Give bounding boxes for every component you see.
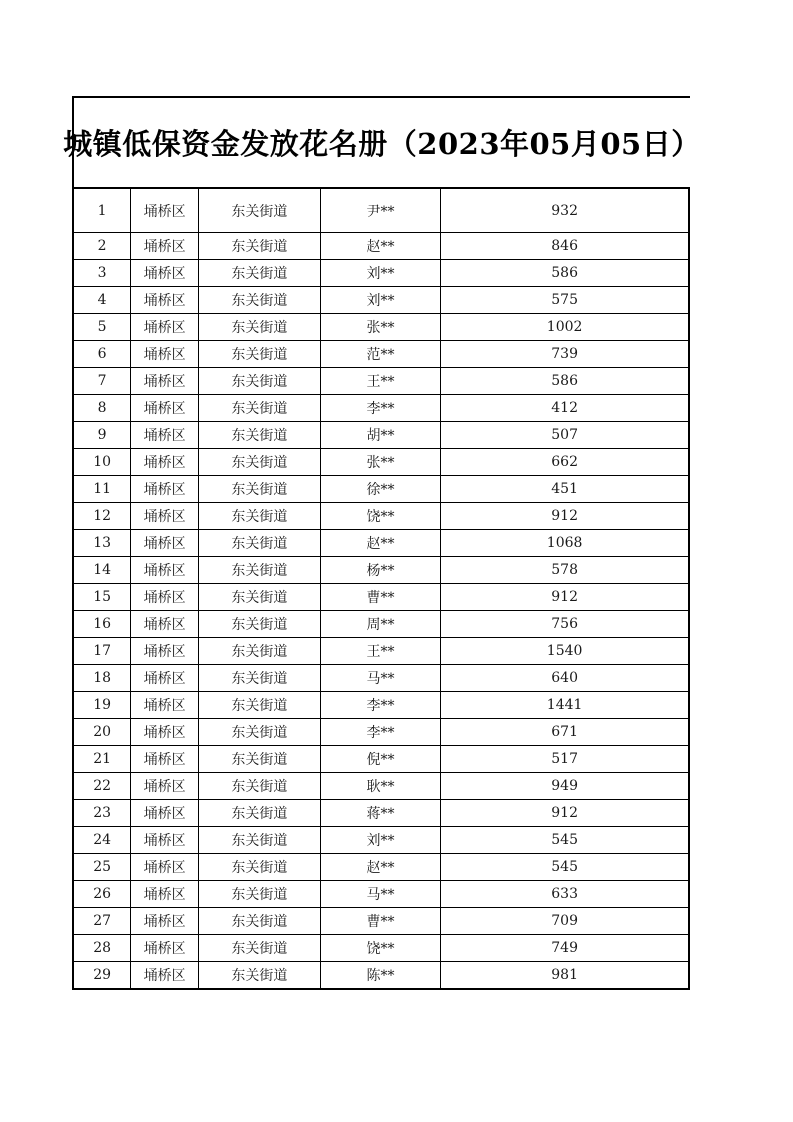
row-index-cell: 2 [73,233,131,260]
row-index-cell: 22 [73,773,131,800]
amount-cell: 545 [441,827,689,854]
row-index-cell: 21 [73,746,131,773]
table-row [73,773,689,800]
amount-cell: 981 [441,962,689,990]
street-cell: 东关街道 [199,341,321,368]
table-row [73,287,689,314]
street-cell: 东关街道 [199,395,321,422]
table-row [73,422,689,449]
row-index-cell: 9 [73,422,131,449]
row-index-cell: 1 [73,188,131,233]
amount-cell: 1068 [441,530,689,557]
table-row [73,800,689,827]
name-cell: 马** [320,881,441,908]
street-cell: 东关街道 [199,908,321,935]
row-index-cell: 26 [73,881,131,908]
roster-table [72,187,690,990]
table-row [73,935,689,962]
row-index-cell: 20 [73,719,131,746]
district-cell: 埇桥区 [131,422,199,449]
row-index-cell: 16 [73,611,131,638]
street-cell: 东关街道 [199,935,321,962]
street-cell: 东关街道 [199,746,321,773]
table-row [73,314,689,341]
district-cell: 埇桥区 [131,584,199,611]
name-cell: 曹** [320,908,441,935]
row-index-cell: 17 [73,638,131,665]
table-row [73,341,689,368]
table-row [73,584,689,611]
name-cell: 刘** [320,827,441,854]
amount-cell: 578 [441,557,689,584]
street-cell: 东关街道 [199,854,321,881]
name-cell: 饶** [320,503,441,530]
amount-cell: 507 [441,422,689,449]
name-cell: 张** [320,449,441,476]
amount-cell: 1540 [441,638,689,665]
district-cell: 埇桥区 [131,530,199,557]
street-cell: 东关街道 [199,611,321,638]
district-cell: 埇桥区 [131,557,199,584]
street-cell: 东关街道 [199,557,321,584]
district-cell: 埇桥区 [131,881,199,908]
amount-cell: 1002 [441,314,689,341]
row-index-cell: 6 [73,341,131,368]
district-cell: 埇桥区 [131,395,199,422]
table-row [73,908,689,935]
street-cell: 东关街道 [199,260,321,287]
name-cell: 李** [320,719,441,746]
street-cell: 东关街道 [199,287,321,314]
amount-cell: 912 [441,503,689,530]
table-row [73,638,689,665]
amount-cell: 671 [441,719,689,746]
street-cell: 东关街道 [199,368,321,395]
row-index-cell: 8 [73,395,131,422]
amount-cell: 739 [441,341,689,368]
district-cell: 埇桥区 [131,188,199,233]
row-index-cell: 27 [73,908,131,935]
amount-cell: 640 [441,665,689,692]
district-cell: 埇桥区 [131,935,199,962]
name-cell: 周** [320,611,441,638]
row-index-cell: 11 [73,476,131,503]
street-cell: 东关街道 [199,881,321,908]
district-cell: 埇桥区 [131,908,199,935]
name-cell: 蒋** [320,800,441,827]
street-cell: 东关街道 [199,503,321,530]
amount-cell: 932 [441,188,689,233]
table-row [73,854,689,881]
amount-cell: 586 [441,260,689,287]
name-cell: 赵** [320,854,441,881]
row-index-cell: 4 [73,287,131,314]
district-cell: 埇桥区 [131,692,199,719]
amount-cell: 517 [441,746,689,773]
street-cell: 东关街道 [199,449,321,476]
district-cell: 埇桥区 [131,746,199,773]
table-row [73,611,689,638]
name-cell: 倪** [320,746,441,773]
table-row [73,188,689,233]
table-row [73,746,689,773]
row-index-cell: 7 [73,368,131,395]
district-cell: 埇桥区 [131,611,199,638]
name-cell: 曹** [320,584,441,611]
district-cell: 埇桥区 [131,476,199,503]
amount-cell: 545 [441,854,689,881]
district-cell: 埇桥区 [131,503,199,530]
amount-cell: 451 [441,476,689,503]
district-cell: 埇桥区 [131,962,199,990]
amount-cell: 949 [441,773,689,800]
name-cell: 尹** [320,188,441,233]
street-cell: 东关街道 [199,476,321,503]
district-cell: 埇桥区 [131,719,199,746]
amount-cell: 912 [441,800,689,827]
amount-cell: 846 [441,233,689,260]
name-cell: 胡** [320,422,441,449]
street-cell: 东关街道 [199,800,321,827]
name-cell: 杨** [320,557,441,584]
name-cell: 刘** [320,260,441,287]
row-index-cell: 14 [73,557,131,584]
row-index-cell: 13 [73,530,131,557]
amount-cell: 586 [441,368,689,395]
row-index-cell: 12 [73,503,131,530]
row-index-cell: 19 [73,692,131,719]
table-row [73,962,689,990]
street-cell: 东关街道 [199,422,321,449]
street-cell: 东关街道 [199,719,321,746]
row-index-cell: 28 [73,935,131,962]
amount-cell: 412 [441,395,689,422]
street-cell: 东关街道 [199,530,321,557]
row-index-cell: 24 [73,827,131,854]
table-row [73,260,689,287]
name-cell: 饶** [320,935,441,962]
street-cell: 东关街道 [199,233,321,260]
name-cell: 李** [320,692,441,719]
street-cell: 东关街道 [199,692,321,719]
amount-cell: 575 [441,287,689,314]
page-title: 城镇低保资金发放花名册（2023年05月05日） [63,127,701,161]
street-cell: 东关街道 [199,827,321,854]
name-cell: 张** [320,314,441,341]
street-cell: 东关街道 [199,638,321,665]
street-cell: 东关街道 [199,584,321,611]
table-row [73,557,689,584]
table-row [73,476,689,503]
document-page [63,96,701,990]
district-cell: 埇桥区 [131,773,199,800]
name-cell: 王** [320,368,441,395]
row-index-cell: 5 [73,314,131,341]
table-row [73,827,689,854]
name-cell: 陈** [320,962,441,990]
district-cell: 埇桥区 [131,665,199,692]
district-cell: 埇桥区 [131,233,199,260]
name-cell: 刘** [320,287,441,314]
row-index-cell: 25 [73,854,131,881]
row-index-cell: 29 [73,962,131,990]
name-cell: 范** [320,341,441,368]
name-cell: 王** [320,638,441,665]
row-index-cell: 15 [73,584,131,611]
district-cell: 埇桥区 [131,827,199,854]
street-cell: 东关街道 [199,773,321,800]
table-row [73,719,689,746]
amount-cell: 1441 [441,692,689,719]
district-cell: 埇桥区 [131,449,199,476]
table-row [73,368,689,395]
district-cell: 埇桥区 [131,638,199,665]
name-cell: 耿** [320,773,441,800]
name-cell: 马** [320,665,441,692]
district-cell: 埇桥区 [131,260,199,287]
amount-cell: 912 [441,584,689,611]
district-cell: 埇桥区 [131,287,199,314]
district-cell: 埇桥区 [131,368,199,395]
amount-cell: 749 [441,935,689,962]
district-cell: 埇桥区 [131,341,199,368]
table-row [73,503,689,530]
table-row [73,530,689,557]
name-cell: 赵** [320,233,441,260]
street-cell: 东关街道 [199,665,321,692]
table-row [73,233,689,260]
row-index-cell: 10 [73,449,131,476]
name-cell: 徐** [320,476,441,503]
table-row [73,449,689,476]
street-cell: 东关街道 [199,188,321,233]
amount-cell: 633 [441,881,689,908]
table-row [73,692,689,719]
district-cell: 埇桥区 [131,800,199,827]
roster-table-body [73,188,689,989]
name-cell: 赵** [320,530,441,557]
street-cell: 东关街道 [199,962,321,990]
title-block [63,96,701,187]
street-cell: 东关街道 [199,314,321,341]
row-index-cell: 23 [73,800,131,827]
row-index-cell: 18 [73,665,131,692]
table-row [73,881,689,908]
row-index-cell: 3 [73,260,131,287]
district-cell: 埇桥区 [131,854,199,881]
amount-cell: 756 [441,611,689,638]
district-cell: 埇桥区 [131,314,199,341]
table-row [73,395,689,422]
name-cell: 李** [320,395,441,422]
amount-cell: 662 [441,449,689,476]
amount-cell: 709 [441,908,689,935]
table-row [73,665,689,692]
